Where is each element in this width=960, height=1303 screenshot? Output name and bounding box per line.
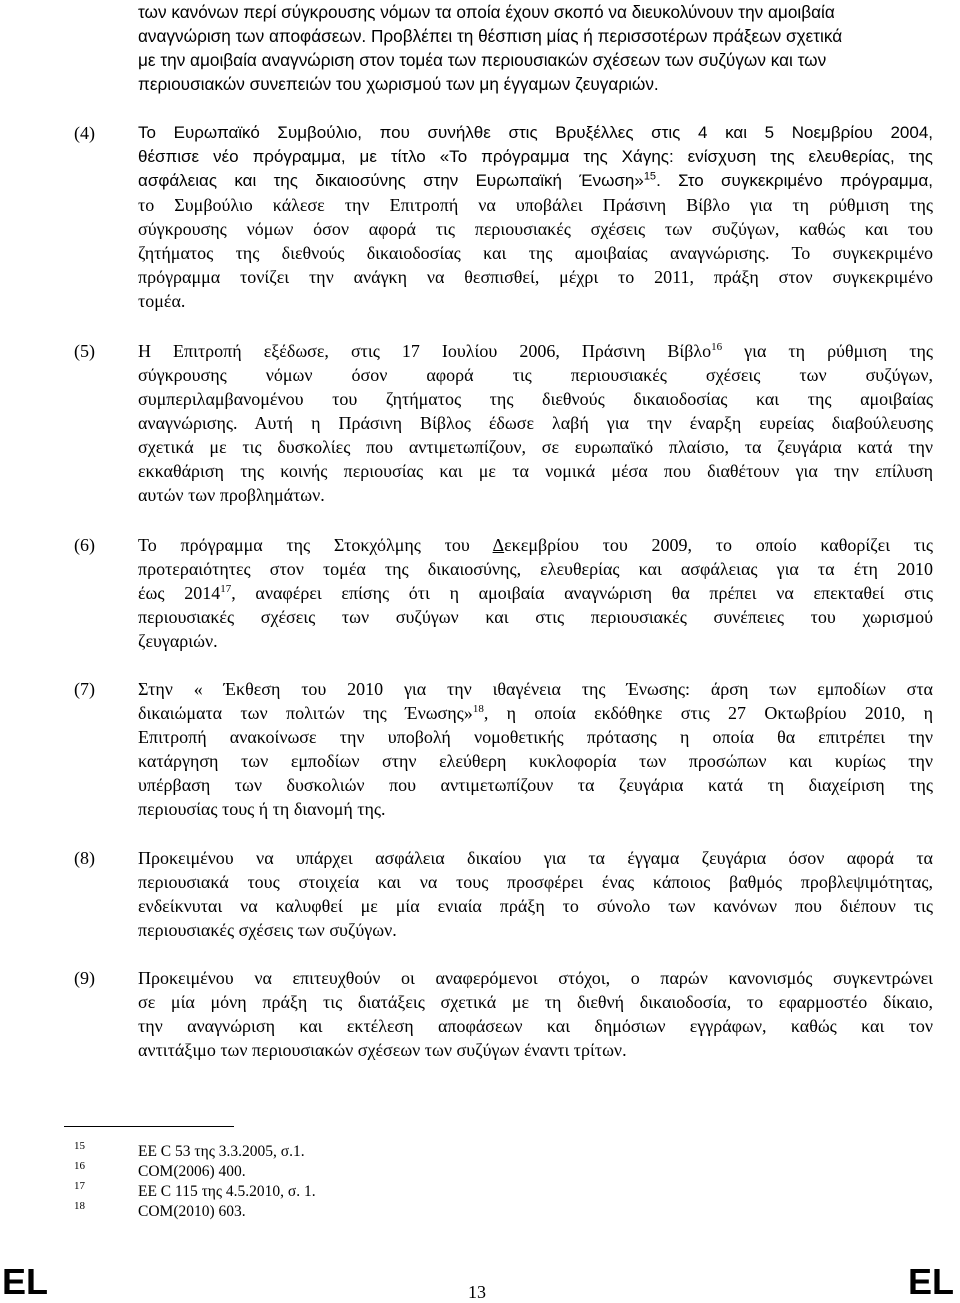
text-line xyxy=(138,773,933,797)
text-run: σύγκρουσης νόμων όσον αφορά τις περιουσιακές σχέσεις των συζύγων, xyxy=(138,365,933,385)
intro-line: των κανόνων περί σύγκρουσης νόμων τα οποία έχουν σκοπό να διευκολύνουν την αμοιβαία xyxy=(138,2,835,22)
text-line xyxy=(138,145,933,169)
text-line xyxy=(138,677,933,701)
language-code-left: EL xyxy=(2,1261,49,1302)
text-run: θέσπισε νέο πρόγραμμα, με τίτλο «Το πρόγραμμα της Χάγης: ενίσχυση της ελευθερίας, της xyxy=(138,147,933,166)
text-line xyxy=(138,289,933,313)
text-run: Το Ευρωπαϊκό Συμβούλιο, που συνήλθε στις Βρυξέλλες στις 4 και 5 Νοεμβρίου 2004, xyxy=(138,123,933,142)
text-line xyxy=(138,435,933,459)
paragraph-body xyxy=(138,339,933,507)
text-run: περιουσίας τους ή τη διανομή της. xyxy=(138,799,386,819)
text-run: Η Επιτροπή εξέδωσε, στις 17 Ιουλίου 2006, Πράσινη Βίβλο xyxy=(138,341,712,361)
text-run: σχετικά με τις δυσκολίες που αντιμετωπίζουν, σε ευρωπαϊκό πλαίσιο, τα ζευγάρια κατά την xyxy=(138,437,933,457)
text-run: περιουσιακά τους στοιχεία και να τους προσφέρει ένας κάποιος βαθμός προβλεψιμότητας, xyxy=(138,872,933,892)
text-run: την αναγνώριση και εκτέλεση αποφάσεων και δημόσιων εγγράφων, καθώς και τον xyxy=(138,1016,933,1036)
paragraph-number: (8) xyxy=(74,848,95,868)
text-line xyxy=(138,169,933,193)
text-run: αναγνώρισης. Αυτή η Πράσινη Βίβλος έδωσε λαβή για την έναρξη ευρείας διαβούλευσης xyxy=(138,413,933,433)
text-run: για τη ρύθμιση της xyxy=(722,341,933,361)
footnote-text: ΕΕ C 115 της 4.5.2010, σ. 1. xyxy=(138,1183,316,1200)
intro-line: περιουσιακών συνεπειών του χωρισμού των μη έγγαμων ζευγαριών. xyxy=(138,74,659,94)
text-run: το Συμβούλιο κάλεσε την Επιτροπή να υποβάλει Πράσινη Βίβλο για τη ρύθμιση της xyxy=(138,195,933,215)
language-code-right: EL xyxy=(907,1261,954,1302)
paragraph-number: (5) xyxy=(74,341,95,361)
footnote-text: COM(2010) 603. xyxy=(138,1203,246,1220)
footnote-text: COM(2006) 400. xyxy=(138,1163,246,1180)
text-run: ζευγαριών. xyxy=(138,631,218,651)
text-run: . Στο συγκεκριμένο πρόγραμμα, xyxy=(656,171,934,190)
text-line xyxy=(138,533,933,557)
text-run: πρόγραμμα τονίζει την ανάγκη να θεσπισθεί, μέχρι το 2011, πράξη στον συγκεκριμένο xyxy=(138,267,933,287)
text-run: αντιτάξιμο των περιουσιακών σχέσεων των συζύγων έναντι τρίτων. xyxy=(138,1040,627,1060)
text-line xyxy=(138,339,933,363)
text-run: ενδείκνυται να καλυφθεί με μία ενιαία πράξη το σύνολο των κανόνων που διέπουν τις xyxy=(138,896,933,916)
paragraph-number: (6) xyxy=(74,535,95,555)
text-line xyxy=(138,483,933,507)
page-number: 13 xyxy=(468,1282,486,1302)
paragraph-body xyxy=(138,966,933,1062)
text-run: συμπεριλαμβανομένου του ζητήματος της διεθνούς δικαιοδοσίας και της αμοιβαίας xyxy=(138,389,933,409)
text-line xyxy=(138,966,933,990)
text-line xyxy=(138,990,933,1014)
text-run: κατάργηση των εμποδίων στην ελεύθερη κυκλοφορία των προσώπων και κυρίως την xyxy=(138,751,933,771)
intro-line: αναγνώριση των αποφάσεων. Προβλέπει τη θέσπιση μίας ή περισσοτέρων πράξεων σχετικά xyxy=(138,26,843,46)
text-run: ασφάλειας και της δικαιοσύνης στην Ευρωπαϊκή Ένωση» xyxy=(138,171,644,190)
footnote-text: ΕΕ C 53 της 3.3.2005, σ.1. xyxy=(138,1143,305,1160)
text-line xyxy=(138,557,933,581)
footnote-ref-17[interactable]: 17 xyxy=(220,583,232,595)
text-line xyxy=(138,265,933,289)
text-run: περιουσιακές σχέσεις των συζύγων και στις περιουσιακές συνέπειες του χωρισμού xyxy=(138,607,933,627)
intro-line: με την αμοιβαία αναγνώριση στον τομέα των περιουσιακών σχέσεων των συζύγων και των xyxy=(138,50,827,70)
text-line xyxy=(138,121,933,145)
text-line xyxy=(138,701,933,725)
text-run: , αναφέρει επίσης ότι η αμοιβαία αναγνώριση θα πρέπει να επεκταθεί στις xyxy=(231,583,933,603)
footnote-number: 18 xyxy=(74,1200,85,1212)
text-run: εκεμβρίου του 2009, το οποίο καθορίζει τις xyxy=(504,535,933,555)
text-run: σύγκρουσης νόμων όσον αφορά τις περιουσιακές σχέσεις των συζύγων, καθώς και του xyxy=(138,219,933,239)
text-line xyxy=(138,846,933,870)
text-run: προτεραιότητες στον τομέα της δικαιοσύνης, ελευθερίας και ασφάλειας για τα έτη 2010 xyxy=(138,559,933,579)
paragraph-body xyxy=(138,677,933,821)
footnote-ref-15[interactable]: 15 xyxy=(643,170,657,183)
text-line xyxy=(138,241,933,265)
text-line xyxy=(138,193,933,217)
footnote-number: 17 xyxy=(74,1180,85,1192)
text-run: δικαιώματα των πολιτών της Ένωσης» xyxy=(138,703,473,723)
footnote-ref-16[interactable]: 16 xyxy=(711,341,723,353)
text-line xyxy=(138,749,933,773)
text-line xyxy=(138,387,933,411)
intro-continuation xyxy=(138,0,933,96)
text-run: εκκαθάριση της κοινής περιουσίας και με τα νομικά μέσα που διαθέτουν για την επίλυση xyxy=(138,461,933,481)
footnote-number: 16 xyxy=(74,1160,85,1172)
text-line xyxy=(138,1038,933,1062)
text-run: αυτών των προβλημάτων. xyxy=(138,485,325,505)
text-line xyxy=(138,918,933,942)
text-run: , η οποία εκδόθηκε στις 27 Οκτωβρίου 2010, η xyxy=(483,703,933,723)
paragraph-body xyxy=(138,121,933,313)
text-line xyxy=(138,581,933,605)
footnote-ref-18[interactable]: 18 xyxy=(472,703,484,715)
paragraph-number: (4) xyxy=(74,123,95,143)
text-line xyxy=(138,605,933,629)
text-run: υπέρβαση των δυσκολιών που αντιμετωπίζουν τα ζευγάρια κατά τη διαχείριση της xyxy=(138,775,933,795)
text-run: Στην « Έκθεση του 2010 για την ιθαγένεια της Ένωσης: άρση των εμποδίων στα xyxy=(138,679,933,699)
footnote-15 xyxy=(74,1142,674,1162)
text-run: ζητήματος της διεθνούς δικαιοδοσίας και της αμοιβαίας αναγνώρισης. Το συγκεκριμένο xyxy=(138,243,933,263)
text-line xyxy=(138,459,933,483)
text-line xyxy=(138,411,933,435)
text-line xyxy=(138,629,933,653)
footnote-separator xyxy=(64,1126,234,1127)
text-run: περιουσιακές σχέσεις των συζύγων. xyxy=(138,920,397,940)
text-line xyxy=(138,1014,933,1038)
underlined-letter: Δ xyxy=(492,535,505,555)
footnote-number: 15 xyxy=(74,1140,85,1152)
paragraph-body xyxy=(138,846,933,942)
paragraph-body xyxy=(138,533,933,653)
paragraph-number: (9) xyxy=(74,968,95,988)
text-run: Επιτροπή ανακοίνωσε την υποβολή νομοθετικής πρότασης η οποία θα επιτρέπει την xyxy=(138,727,933,747)
text-line xyxy=(138,725,933,749)
text-run: Προκειμένου να επιτευχθούν οι αναφερόμενοι στόχοι, ο παρών κανονισμός συγκεντρώνει xyxy=(138,968,933,988)
footnotes xyxy=(74,1142,674,1222)
footnote-17 xyxy=(74,1182,674,1202)
text-run: τομέα. xyxy=(138,291,186,311)
text-line xyxy=(138,870,933,894)
text-line xyxy=(138,363,933,387)
text-line xyxy=(138,217,933,241)
text-run: σε μία μόνη πράξη τις διατάξεις σχετικά με τη διεθνή δικαιοδοσία, το εφαρμοστέο δίκαιο, xyxy=(138,992,933,1012)
text-line xyxy=(138,894,933,918)
text-run: Το πρόγραμμα της Στοκχόλμης του xyxy=(138,535,493,555)
footnote-16 xyxy=(74,1162,674,1182)
paragraph-number: (7) xyxy=(74,679,95,699)
footnote-18 xyxy=(74,1202,674,1222)
text-run: έως 2014 xyxy=(138,583,221,603)
text-run: Προκειμένου να υπάρχει ασφάλεια δικαίου για τα έγγαμα ζευγάρια όσον αφορά τα xyxy=(138,848,933,868)
text-line xyxy=(138,797,933,821)
